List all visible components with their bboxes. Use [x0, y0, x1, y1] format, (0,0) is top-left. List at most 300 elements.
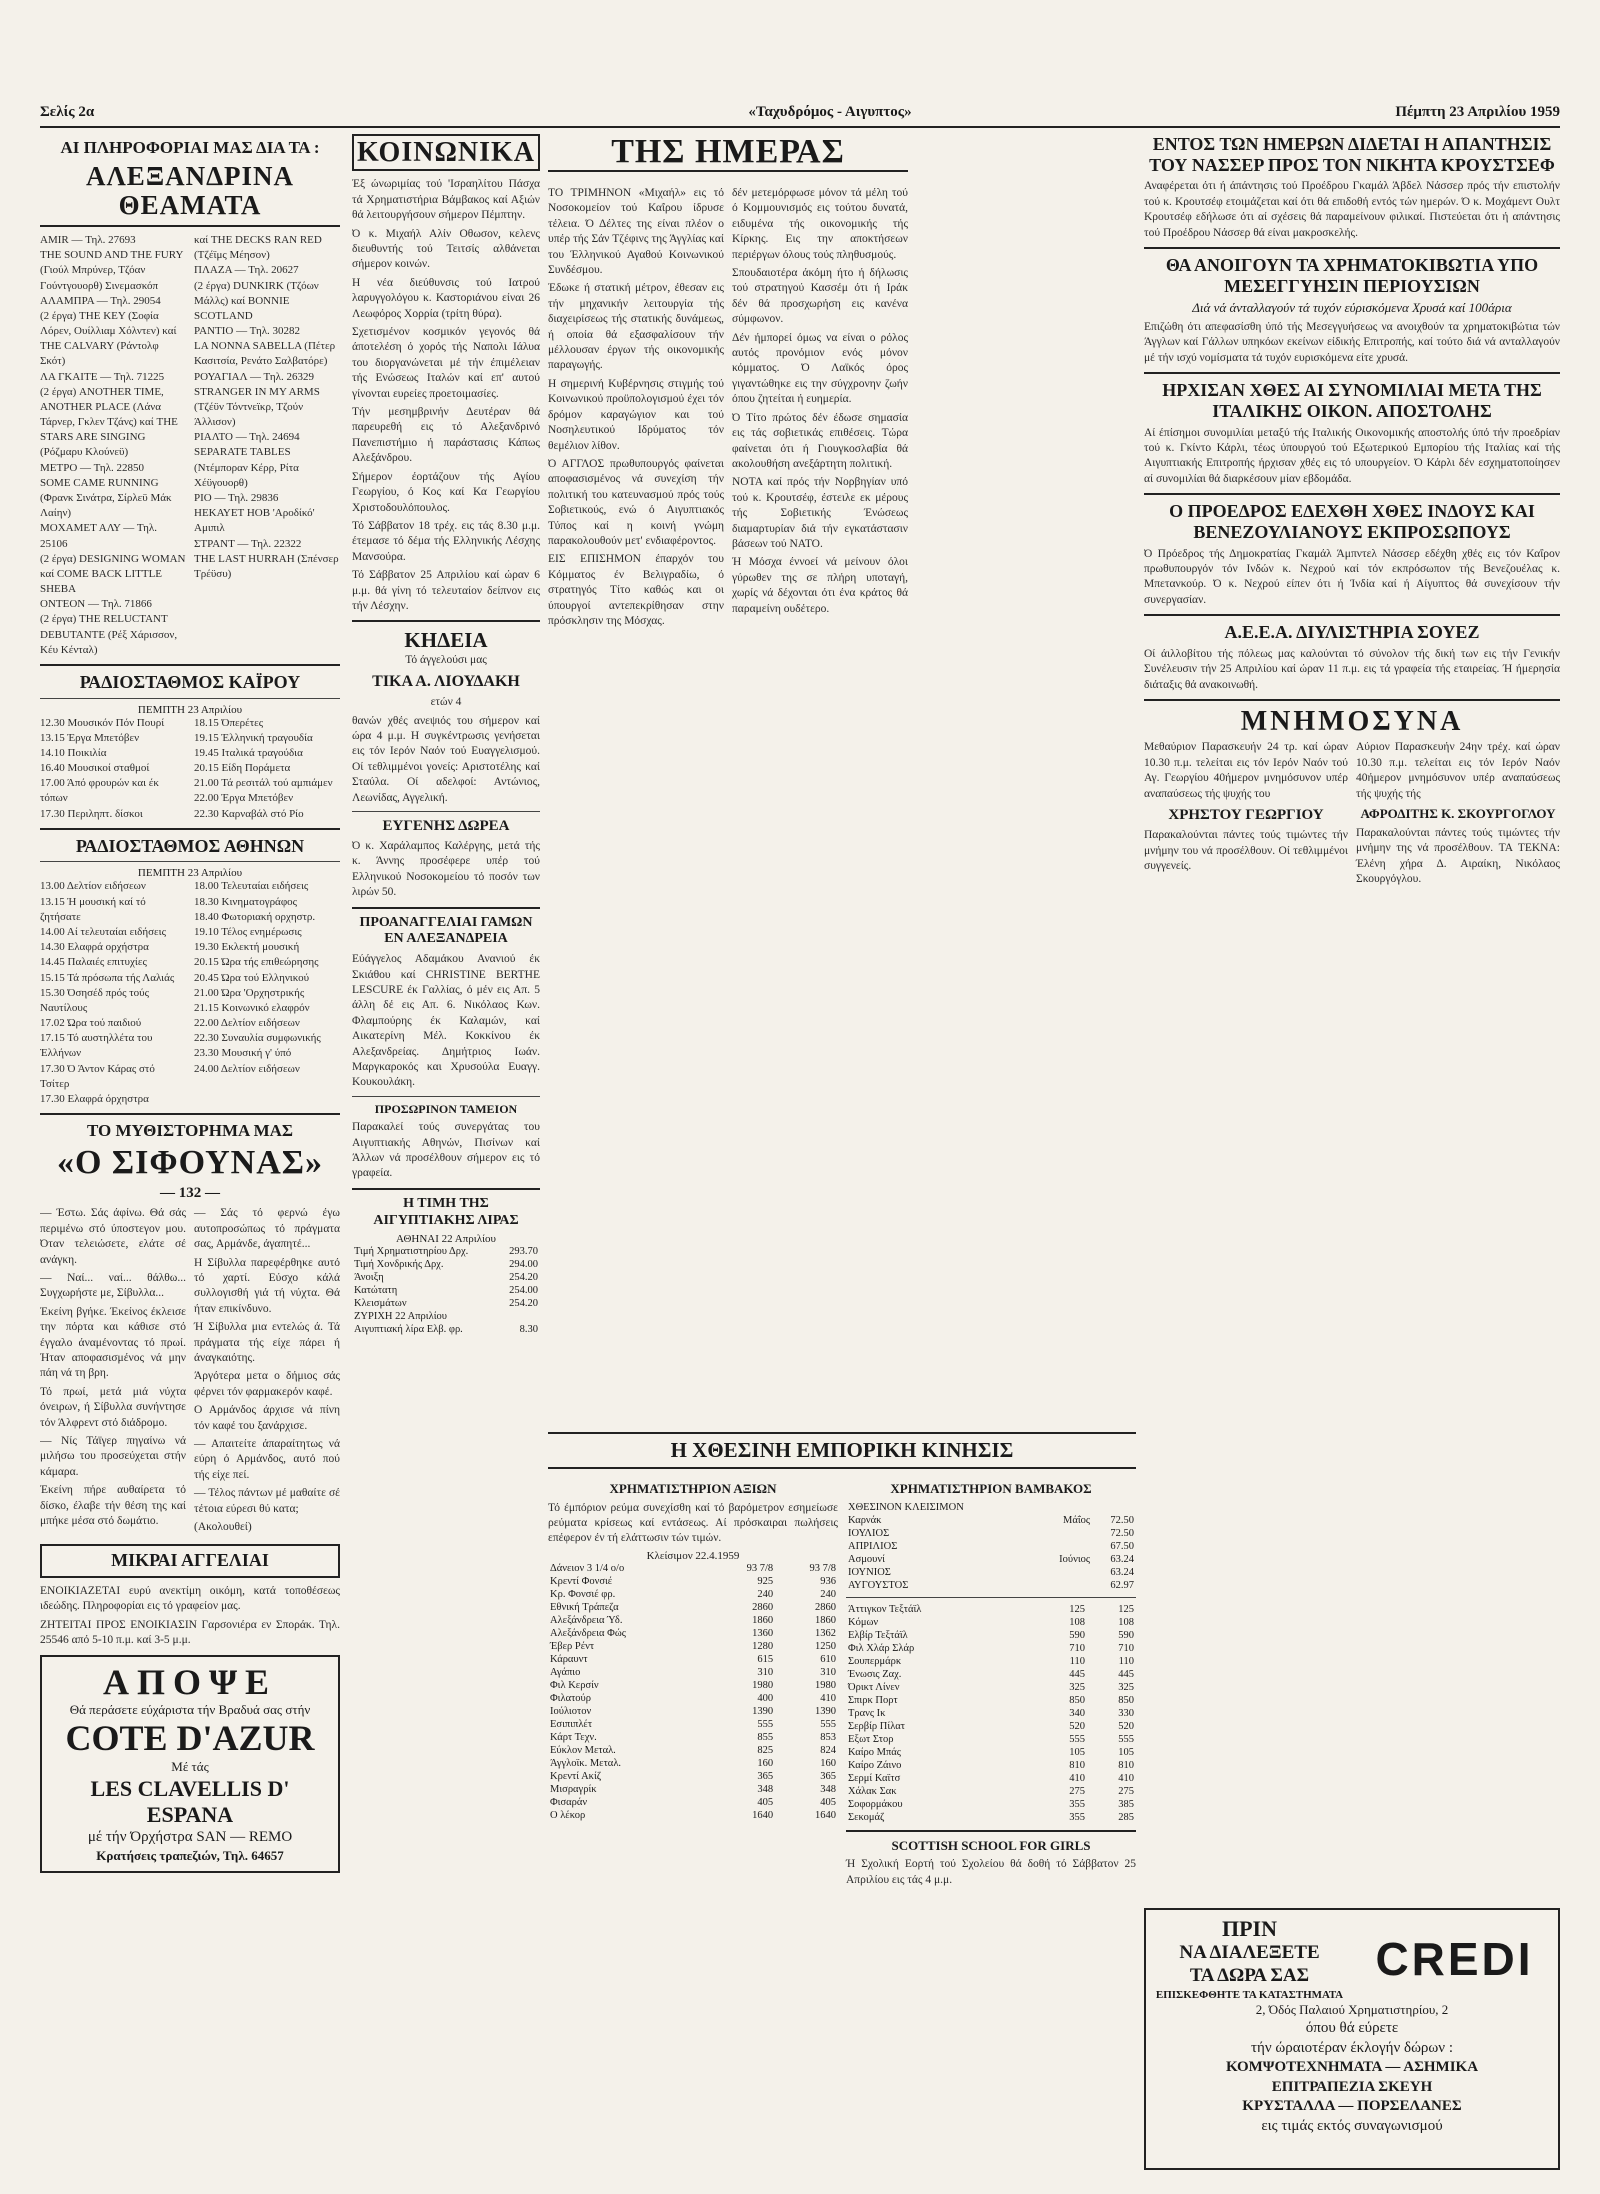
table-cell: Μάΐος — [1062, 1514, 1091, 1526]
column-today-left — [548, 186, 724, 1416]
table-cell: 355 — [1069, 1811, 1085, 1823]
credi-line2: ΝΑ ΔΙΑΛΕΞΕΤΕ — [1179, 1942, 1320, 1964]
radio-program-item: 22.30 Καρναβάλ στό Ρίο — [194, 807, 304, 820]
novel-paragraph: Η Σίβυλλα παρεφέρθηκε αυτό τό χαρτί. Εύσχο κάλά συλλογισθή γιά τή νύχτα. Θά ήταν επικίνδυνο. — [194, 1256, 340, 1315]
table-cell: 294.00 — [509, 1259, 538, 1271]
table-cell: Εσιπιπλέτ — [550, 1718, 593, 1730]
novel-body — [40, 1206, 340, 1538]
cinema-list-a — [40, 233, 186, 658]
table-row — [352, 1297, 540, 1310]
table-row — [846, 1668, 1136, 1681]
table-cell: 240 — [757, 1588, 774, 1600]
table-cell: 105 — [1118, 1746, 1134, 1758]
table-cell: 410 — [820, 1692, 836, 1704]
table-cell — [1092, 1501, 1136, 1514]
table-row — [846, 1514, 1136, 1527]
novel-paragraph: Έκείνη πήρε αυθαίρετα τό δίσκο, έλαβε τήν θέση της καί μπήκε μέσα στό δωμάτιο. — [40, 1484, 186, 1527]
cinema-listing: ΡΙΑΛΤΟ — Τηλ. 24694 — [194, 431, 300, 444]
table-cell: 2860 — [752, 1601, 774, 1613]
section-kicker: ΑΙ ΠΛΗΡΟΦΟΡΙΑΙ ΜΑΣ ΔΙΑ ΤΑ : — [60, 138, 320, 157]
novel-section-title: ΤΟ ΜΥΘΙΣΤΟΡΗΜΑ ΜΑΣ — [86, 1121, 294, 1141]
table-cell: Ο λέκορ — [550, 1809, 586, 1821]
table-cell: ΙΟΥΝΙΟΣ — [848, 1566, 891, 1578]
radio-program-item: 22.00 Δελτίον ειδήσεων — [194, 1017, 300, 1030]
cotton-table — [846, 1501, 1136, 1592]
ad-with: Μέ τάς — [171, 1758, 209, 1774]
novel-paragraph: Τό πρωί, μετά μιά νύχτα όνειρων, ή Σίβυλλα συνήντησε τόν Άλφρεντ στό διάδρομο. — [40, 1385, 186, 1429]
small-ad: ΖΗΤΕΙΤΑΙ ΠΡΟΣ ΕΝΟΙΚΙΑΣΙΝ Γαρσονιέρα εν Σποράκ. Τηλ. 25546 από 5-10 π.μ. καί 3-5 μ.μ. — [40, 1618, 340, 1647]
radio-cairo-day: ΠΕΜΠΤΗ 23 Απριλίου — [137, 703, 243, 716]
table-cell: 310 — [820, 1666, 836, 1678]
radio-program-item: 18.15 Όπερέτες — [194, 716, 264, 729]
table-cell: 293.70 — [509, 1246, 538, 1258]
table-row — [846, 1785, 1136, 1798]
section-title-cinemas: ΑΛΕΞΑΝΔΡΙΝΑ ΘΕΑΜΑΤΑ — [85, 161, 295, 220]
credi-line3: ΤΑ ΔΩΡΑ ΣΑΣ — [1189, 1965, 1310, 1987]
table-row — [548, 1809, 838, 1822]
ad-act: LES CLAVELLIS D' ESPANA — [90, 1775, 290, 1827]
table-cell: 160 — [820, 1757, 836, 1769]
today-paragraph: Σπουδαιοτέρα άκόμη ήτο ή δήλωσις τού στρατηγού Κασσέμ ότι ή Ιράκ δέν θά προσχωρήση εις κανένα σύμφωνον. — [732, 267, 908, 326]
cinema-listing: (2 έργα) DUNKIRK (Τζόων Μάλλς) καί BONNIE SCOTLAND — [194, 279, 319, 322]
small-ads-box — [40, 1544, 340, 1578]
credi-items2: ΕΠΙΤΡΑΠΕΖΙΑ ΣΚΕΥΗ — [1271, 2078, 1433, 2095]
table-row — [548, 1718, 838, 1731]
radio-program-item: 17.00 Άπό φρουρών και έκ τόπων — [40, 777, 159, 805]
cinema-listing: (2 έργα) ANOTHER TIME, ANOTHER PLACE (Λάνα Τάρνερ, Γκλεν Τζάνς) καί THE STARS ARE SINGING (Ρόζμαρυ Κλούνεϋ) — [40, 385, 178, 459]
radio-program-item: 18.40 Φωτοριακή ορχηστρ. — [194, 910, 316, 923]
table-cell: 1280 — [752, 1640, 774, 1652]
market-title: Η ΧΘΕΣΙΝΗ ΕΜΠΟΡΙΚΗ ΚΙΝΗΣΙΣ — [548, 1432, 1136, 1469]
news-title-safes: ΘΑ ΑΝΟΙΓΟΥΝ ΤΑ ΧΡΗΜΑΤΟΚΙΒΩΤΙΑ ΥΠΟ ΜΕΣΕΓΓΥΗΣΙΝ ΠΕΡΙΟΥΣΙΩΝ — [1165, 255, 1539, 296]
radio-program-item: 22.30 Συναυλία συμφωνικής — [194, 1032, 321, 1045]
table-cell: 1980 — [815, 1679, 836, 1691]
fund-title: ΠΡΟΣΩΡΙΝΟΝ ΤΑΜΕΙΟΝ — [374, 1101, 518, 1116]
market-section — [548, 1424, 1136, 2174]
table-cell: Τρανς Ικ — [848, 1707, 886, 1719]
table-cell: 590 — [1069, 1629, 1085, 1641]
cinema-listing: ΜΟΧΑΜΕΤ ΑΛΥ — Τηλ. 25106 — [40, 522, 158, 550]
table-cell: Φιλατούρ — [550, 1692, 592, 1704]
novel-paragraph: — Νίς Τάϊγερ πηγαίνω νά μιλήσω του προσεύχεται στήν κάμαρα. — [40, 1434, 186, 1478]
table-cell — [1037, 1501, 1093, 1514]
donation-title: ΕΥΓΕΝΗΣ ΔΩΡΕΑ — [382, 817, 510, 834]
table-cell: 325 — [1118, 1681, 1134, 1693]
table-cell: 520 — [1069, 1720, 1085, 1732]
social-item: Σχετισμένον κοσμικόν γεγονός θά άποτελέση ό χορός τής Ναπολι Ιάλυα του διοργανώνεται μέ τήν έπιμέλειαν τής Ενώσεως Ιταλών καί επ' αυτού γίνονται ευρείες προετοιμασίες. — [352, 326, 540, 400]
memorial-2-text: Αύριον Παρασκευήν 24ην τρέχ. καί ώραν 10.30 π.μ. τελείται εις τόν Ιερόν Ναόν 40ήμερον μνημόσυνον υπέρ αναπαύσεως τής ψυχής τής — [1356, 741, 1560, 800]
table-cell: 610 — [820, 1653, 836, 1665]
table-row — [352, 1310, 540, 1323]
table-cell: 355 — [1069, 1798, 1085, 1810]
stocks-date: Κλείσιμον 22.4.1959 — [646, 1549, 740, 1562]
news-text-refinery: Οί άιλλοβίτου τής πόλεως μας καλούνται τό σύνολον τής δική των εις τήν Γενικήν Συνέλευσιν τήν 25 Απριλίου καί ώραν 11 π.μ. εις τά γραφεία τής εταιρείας. Ή ήμερησία διάταξις θά ανακοινωθή. — [1144, 647, 1560, 691]
small-ads-title: ΜΙΚΡΑΙ ΑΓΓΕΛΙΑΙ — [111, 1550, 269, 1571]
table-row — [846, 1681, 1136, 1694]
memorial-2-name: ΑΦΡΟΔΙΤΗΣ Κ. ΣΚΟΥΡΓΟΓΛΟΥ — [1360, 806, 1556, 822]
today-paragraph: Ό ΑΓΓΛΟΣ πρωθυπουργός φαίνεται αποφασισμένος νά συνεχίση τήν πολιτική του κατευνασμού πρός τούς Σοβιετικούς, ενώ ό Αιγυπτιακός Τύπος καί η κοινή γνώμη παρακολουθούν μετ' ενδιαφέροντος. — [548, 457, 724, 547]
ad-tonight: ΑΠΟΨΕ — [102, 1661, 278, 1702]
table-cell: 1980 — [752, 1679, 774, 1691]
radio-cairo-title: ΡΑΔΙΟΣΤΑΘΜΟΣ ΚΑΪΡΟΥ — [79, 671, 301, 692]
table-cell: Ιούλιοτον — [550, 1705, 592, 1717]
today-title: ΤΗΣ ΗΜΕΡΑΣ — [548, 134, 908, 172]
radio-program-item: 19.30 Εκλεκτή μουσική — [194, 941, 300, 954]
table-cell: Καίρο Ζάινο — [848, 1759, 902, 1771]
table-row — [548, 1705, 838, 1718]
table-cell: 254.20 — [509, 1272, 538, 1284]
small-ads-list — [40, 1584, 340, 1649]
table-cell: Ένωσις Ζαχ. — [848, 1668, 902, 1680]
table-cell: 710 — [1069, 1642, 1085, 1654]
table-cell: Καρνάκ — [848, 1514, 882, 1526]
table-cell: 445 — [1118, 1668, 1134, 1680]
radio-athens-list-a — [40, 879, 186, 1107]
table-cell: 340 — [1069, 1707, 1085, 1719]
novel-paragraph: (Ακολουθεί) — [194, 1521, 252, 1533]
table-cell: Κλεισμάτων — [354, 1298, 407, 1310]
table-cell: ΑΠΡΙΛΙΟΣ — [848, 1540, 898, 1552]
table-cell: 1390 — [752, 1705, 774, 1717]
novel-paragraph: — Ναί... ναί... θάλθω... Συγχωρήστε με, Σίβυλλα... — [40, 1271, 186, 1300]
table-cell: 410 — [1118, 1772, 1134, 1784]
table-cell: 240 — [820, 1588, 836, 1600]
table-cell: 348 — [757, 1783, 774, 1795]
issue-date: Πέμπτη 23 Απριλίου 1959 — [1395, 104, 1560, 120]
novel-paragraph: — Σάς τό φερνώ έγω αυτοπροσώπως τό πράγματα σας, Αρμάνδε, άγαπητέ... — [194, 1207, 340, 1251]
cinema-listings — [40, 233, 340, 658]
table-cell: Εθνική Τράπεζα — [550, 1601, 619, 1613]
credi-items3: ΚΡΥΣΤΑΛΛΑ — ΠΟΡΣΕΛΑΝΕΣ — [1242, 2098, 1462, 2115]
table-row — [548, 1562, 838, 1575]
radio-program-item: 17.30 Ελαφρά όρχηστρα — [40, 1092, 149, 1105]
table-row — [846, 1655, 1136, 1668]
table-cell: 405 — [820, 1796, 836, 1808]
stocks2-table — [846, 1603, 1136, 1824]
table-cell: 8.30 — [519, 1324, 538, 1336]
table-cell: Μισραγρίκ — [550, 1783, 597, 1795]
table-cell: 62.97 — [1110, 1579, 1134, 1591]
table-cell: Τιμή Χονδρικής Δρχ. — [354, 1259, 444, 1271]
table-cell: 275 — [1069, 1785, 1085, 1797]
radio-program-item: 12.30 Μουσικόν Πόν Πουρί — [40, 716, 165, 729]
funeral-intro: Τό άγγελούσι μας — [405, 653, 487, 666]
table-cell: 400 — [757, 1692, 774, 1704]
table-cell: Άττιγκον Τεξτάϊλ — [848, 1603, 922, 1615]
radio-athens-program — [40, 879, 340, 1107]
table-cell: 325 — [1069, 1681, 1085, 1693]
table-cell: 615 — [757, 1653, 774, 1665]
table-cell: 850 — [1069, 1694, 1085, 1706]
table-cell: Φιλ Κερσίν — [550, 1679, 599, 1691]
column-entertainment — [40, 134, 340, 2174]
table-row — [352, 1323, 540, 1336]
social-item: Τό Σάββατον 25 Απριλίου καί ώραν 6 μ.μ. θά γίνη τό τελευταίον δείπνον εις τήν Λέσχην. — [352, 569, 540, 612]
table-row — [548, 1653, 838, 1666]
novel-paragraph: — Τέλος πάντων μέ μαθαίτε σέ τέτοια εύρεσι θύ κατα; — [194, 1487, 340, 1515]
table-cell: Ιούνιος — [1059, 1553, 1091, 1565]
table-cell: 590 — [1118, 1629, 1134, 1641]
table-row — [548, 1627, 838, 1640]
masthead — [40, 104, 1560, 128]
table-row — [548, 1588, 838, 1601]
table-cell: 108 — [1069, 1616, 1085, 1628]
credi-line1: ΠΡΙΝ — [1222, 1916, 1277, 1941]
social-items — [352, 177, 540, 614]
radio-program-item: 17.30 Περιληπτ. δίσκοι — [40, 807, 143, 820]
table-cell: 825 — [757, 1744, 774, 1756]
table-cell: 1640 — [752, 1809, 774, 1821]
table-row — [548, 1757, 838, 1770]
table-cell: ΙΟΥΛΙΟΣ — [848, 1527, 890, 1539]
cinema-listing: ΛΑ ΓΚΑΙΤΕ — Τηλ. 71225 — [40, 370, 165, 383]
today-right-text — [732, 186, 908, 617]
cinema-listing: THE SOUND AND THE FURY (Γιούλ Μπρύνερ, Τζόαν Γούντγουορθ) Σινεμασκόπ — [40, 249, 184, 292]
table-cell: ΧΘΕΣΙΝΟΝ ΚΛΕΙΣΙΜΟΝ — [848, 1501, 964, 1513]
table-cell: Κρεντί Ακίζ — [550, 1770, 602, 1782]
table-cell: 810 — [1069, 1759, 1085, 1771]
news-sub-safes: Διά νά άνταλλαγούν τά τυχόν εύρισκόμενα Χρυσά καί 100άρια — [1192, 300, 1512, 316]
table-cell: 385 — [1118, 1798, 1134, 1810]
radio-program-item: 13.15 Ή μουσική καί τό ζητήσατε — [40, 895, 146, 923]
table-cell: Κρ. Φονσιέ φρ. — [550, 1588, 616, 1600]
credi-brand: CREDI — [1375, 1932, 1534, 1985]
table-cell: 555 — [820, 1718, 836, 1730]
table-cell: 110 — [1118, 1655, 1134, 1667]
radio-program-item: 14.45 Παλαιές επιτυχίες — [40, 956, 147, 969]
table-row — [846, 1566, 1136, 1579]
cinema-listing: ΑΛΑΜΠΡΑ — Τηλ. 29054 — [40, 294, 161, 307]
cinema-list-b — [194, 233, 340, 582]
radio-cairo-list-a — [40, 716, 186, 822]
table-cell: 160 — [757, 1757, 774, 1769]
table-row — [846, 1798, 1136, 1811]
funeral-title: ΚΗΔΕΙΑ — [404, 628, 488, 653]
radio-program-item: 20.15 Είδη Ποράμετα — [194, 762, 291, 775]
school-text: Ή Σχολική Εορτή τού Σχολείου θά δοθή τό Σάββατον 25 Απριλίου εις τάς 4 μ.μ. — [846, 1858, 1136, 1886]
table-cell: 72.50 — [1110, 1514, 1134, 1526]
table-row — [548, 1770, 838, 1783]
table-cell: Κόμων — [848, 1616, 879, 1628]
table-cell: 110 — [1069, 1655, 1085, 1667]
cinema-listing: AMIR — Τηλ. 27693 — [40, 234, 136, 247]
table-cell: 810 — [1118, 1759, 1134, 1771]
table-cell: Σπιρκ Πορτ — [848, 1694, 898, 1706]
table-cell: 72.50 — [1110, 1527, 1134, 1539]
cinema-listing: ΡΙΟ — Τηλ. 29836 — [194, 492, 279, 504]
today-paragraph: Έδωκε ή στατική μέτρον, έθεσαν εις τήν μηχανικήν λειτουργία τής διαχειρίσεως τής στατικής δυνάμεως, ή οποία θά εξασφαλίσουν τήν μέλλουσαν έργων τής οικονομικής παραγωγής. — [548, 282, 724, 372]
radio-cairo-list-b — [194, 716, 340, 822]
cinema-listing: (2 έργα) DESIGNING WOMAN καί COME BACK LITTLE SHEBA — [40, 552, 186, 596]
ad-phone: Κρατήσεις τραπεζιών, Τηλ. 64657 — [96, 1847, 284, 1863]
table-row — [548, 1731, 838, 1744]
table-row — [846, 1540, 1136, 1553]
table-row — [846, 1642, 1136, 1655]
cotton-title: ΧΡΗΜΑΤΙΣΤΗΡΙΟΝ ΒΑΜΒΑΚΟΣ — [890, 1481, 1092, 1496]
radio-program-item: 21.00 Τά ρεσιτάλ τού αμπιάμεν — [194, 777, 333, 790]
table-row — [846, 1527, 1136, 1540]
table-row — [846, 1579, 1136, 1592]
table-cell: 1250 — [815, 1640, 836, 1652]
table-cell: Σερβίρ Πίλατ — [848, 1720, 906, 1732]
news-text-president: Ό Πρόεδρος τής Δημοκρατίας Γκαμάλ Άμπντελ Νάσσερ εδέχθη χθές εις τόν Καΐρον πρωθυπουργόν τόν Ινδών κ. Νεχρού καί τόν εκπρόσωπον τής Βενεζουέλας κ. Μπετανκούρ. Ό κ. Νεχρού είπεν ότι ή Ίνδία καί ή Αίγυπτος θά συνεχίσουν τήν συνεργασίαν. — [1144, 547, 1560, 606]
table-cell: 285 — [1118, 1811, 1134, 1823]
fund-text: Παρακαλεί τούς συνεργάτας του Αιγυπτιακής Αθηνών, Πισίνων καί Άλλων νά προσέλθουν σήμερον εις τό γραφεία. — [352, 1121, 540, 1180]
cinema-listing: ΠΛΑΖΑ — Τηλ. 20627 — [194, 264, 299, 277]
social-item: Τό Σάββατον 18 τρέχ. εις τάς 8.30 μ.μ. έτεμασε τό δέμα τής Ελληνικής Λέσχης Μανσούρα. — [352, 519, 540, 563]
table-row — [846, 1772, 1136, 1785]
credi-where: όπου θά εύρετε — [1305, 2020, 1399, 2037]
today-paragraph: Δέν ήμπορεί όμως να είναι ο ρόλος αυτός προνόμιον ενός μόνον κόμματος. Ό Λαϊκός όρος γιγαντώθηκε εις την σύγχρονην ζωήν όπου ζητείται ή ευημερία. — [732, 331, 908, 406]
table-cell: 410 — [1069, 1772, 1085, 1784]
cinema-listing: ΗΕΚΑΥΕΤ ΗΟΒ 'Αροδίκό' Αμιπιλ — [194, 507, 315, 535]
cinema-listing: (2 έργα) THE RELUCTANT DEBUTANTE (Ρέξ Χάρισσον, Κέυ Κένταλ) — [40, 613, 178, 656]
weddings-text: Εύάγγελος Αδαμάκου Ανανιού έκ Σκιάθου καί CHRISTINE BERTHE LESCURE έκ Γαλλίας, ό μέν εις Απ. 5 άλλη δέ εις Απ. 6. Νικόλαος Κων. Φλαμπούρης έκ Καλαμών, καί Αικατερίνη Μέλ. Κοκκίνου έκ Αλεξανδρείας. Δημήτριος Ιωάν. Μαργκαροκός και Χρυσούλα Ευαγγ. Κουκουλάκη. — [352, 953, 540, 1089]
table-row — [846, 1629, 1136, 1642]
radio-program-item: 17.15 Τό αυστηλλέτα του Έλλήνων — [40, 1032, 153, 1060]
stocks-intro: Τό έμπόριον ρεύμα συνεχίσθη καί τό βαρόμετρον εσημείωσε ρεύματα κρίσεως καί εντάσεως. Αί πρόσκαιραι πωλήσεις επέφερον έν τή ελάττωσιν τών τιμών. — [548, 1501, 838, 1545]
news-title-italy: ΗΡΧΙΣΑΝ ΧΘΕΣ ΑΙ ΣΥΝΟΜΙΛΙΑΙ ΜΕΤΑ ΤΗΣ ΙΤΑΛΙΚΗΣ ΟΙΚΟΝ. ΑΠΟΣΤΟΛΗΣ — [1162, 380, 1542, 421]
table-row — [548, 1692, 838, 1705]
table-cell: 125 — [1118, 1603, 1134, 1615]
table-cell: 445 — [1069, 1668, 1085, 1680]
radio-program-item: 15.15 Τά πρόσωπα τής Λαλιάς — [40, 971, 175, 984]
table-cell: Άνοιξη — [354, 1272, 384, 1284]
novel-paragraph: — Απαιτείτε άπαραίτητως νά εύρη ό Αρμάνδος, αυτό πού τής είχε πεί. — [194, 1437, 340, 1481]
novel-text-a — [40, 1206, 186, 1538]
table-cell: 824 — [820, 1744, 836, 1756]
table-cell: 1860 — [752, 1614, 774, 1626]
table-cell: 1360 — [752, 1627, 774, 1639]
table-row — [548, 1744, 838, 1757]
table-cell — [499, 1310, 540, 1323]
news-text-nasser: Αναφέρεται ότι ή άπάντησις τού Προέδρου Γκαμάλ Άβδελ Νάσσερ πρός τήν επιστολήν τού κ. Κρουτσέφ ετοιμάζεται καί ότι θά επιδοθή εντός τών ημερών. Ό κ. Μοχάμεντ Ουλτ Κρουτσέφ εδήλωσε ότι αί σχέσεις θά παραμείνουν φιλικαί. Πιστεύεται ότι ή απάντησις τού Προέδρου Νάσσερ θά είναι μακροσκελής. — [1144, 180, 1560, 239]
radio-program-item: 20.45 Ώρα τού Ελληνικού — [194, 971, 310, 984]
table-cell: Αγάπιο — [550, 1666, 581, 1678]
today-paragraph: ΕΙΣ ΕΠΙΣΗΜΟΝ έπαρχόν του Κόμματος έν Βελιγραδίω, ό στρατηγός Τίτο καθώς και οι ύπουργοί αντεπεκρίθησαν στην πρόσκλησιν της Μόσχας. — [548, 553, 724, 627]
credi-choice: τήν ώραιοτέραν έκλογήν δώρων : — [1251, 2039, 1453, 2056]
table-cell: Χάλακ Σακ — [848, 1785, 897, 1797]
credi-ad — [1144, 1908, 1560, 2170]
radio-program-item: 17.30 Ό Άντον Κάρας στό Τσίτερ — [40, 1062, 155, 1090]
lira-title: Η ΤΙΜΗ ΤΗΣ ΑΙΓΥΠΤΙΑΚΗΣ ΛΙΡΑΣ — [373, 1195, 519, 1228]
table-cell: Σεκομάζ — [848, 1811, 885, 1823]
novel-paragraph: Ή Σίβυλλα μια εντελώς ά. Τά πράγματα τής είχε πάρει ή άναγκαιότης. — [194, 1321, 340, 1364]
cinema-listing: SEPARATE TABLES (Ντέμποραν Κέρρ, Ρίτα Χέϋγουορθ) — [194, 446, 299, 489]
table-cell: 310 — [757, 1666, 774, 1678]
table-cell: Κάρτ Τεχν. — [550, 1731, 597, 1743]
table-cell: Αλεξάνδρεια Ύδ. — [550, 1614, 623, 1626]
table-row — [548, 1614, 838, 1627]
social-title: ΚΟΙΝΩΝΙΚΑ — [352, 134, 540, 171]
table-cell: Ελβίρ Τεξτάϊλ — [848, 1629, 908, 1641]
novel-paragraph: — Έστω. Σάς άφίνω. Θά σάς περιμένω στό ύποστεγον μου. Όταν τελειώσετε, ελάτε σέ ανάγκη. — [40, 1207, 186, 1266]
radio-program-item: 24.00 Δελτίον ειδήσεων — [194, 1062, 300, 1075]
table-cell: Σοφορμάκου — [848, 1798, 903, 1810]
social-item: Έξ ώνωριμίας τού 'Ισραηλίτου Πάσχα τά Χρηματιστήρια Βάμβακος καί Αξιών θά λειτουργήσουν σήμερον Πέμπτην. — [352, 178, 540, 222]
table-cell: 1860 — [815, 1614, 836, 1626]
radio-program-item: 14.10 Ποικιλία — [40, 746, 107, 759]
ad-line: Θά περάσετε εύχάριστα τήν Βραδυά σας στήν — [69, 1702, 311, 1718]
small-ad: ΕΝΟΙΚΙΑΖΕΤΑΙ ευρύ ανεκτίμη οικόμη, κατά τοποθέσεως ιδεώδης. Πληροφορίαι εις τό γραφείον μας. — [40, 1585, 340, 1613]
table-cell: Εξωτ Στορ — [848, 1733, 894, 1745]
radio-program-item: 23.30 Μουσική γ' ύπό — [194, 1047, 292, 1060]
table-row — [846, 1811, 1136, 1824]
table-row — [548, 1666, 838, 1679]
table-cell: Ασμουνί — [848, 1553, 885, 1565]
table-cell — [1037, 1579, 1093, 1592]
table-cell: 275 — [1118, 1785, 1134, 1797]
news-text-italy: Αί έπίσημοι συνομιλίαι μεταξύ τής Ιταλικής Οικονομικής αποστολής ύπό τήν προεδρίαν τού κ. Γκίντο Κάρλι, τέως ύπουργού τού Εξωτερικού Εμπορίου τής Ιταλίας καί τής Αιγυπτιακής Επιτροπής ήρχισαν χθές εις τό υπουργείον. Ό Κάρλι δέν εσχηματοποίησεν αί συνομιλίαι θά διαρκέσουν μίαν εβδομάδα. — [1144, 426, 1560, 485]
table-cell: 2860 — [815, 1601, 836, 1613]
table-cell: Σερμί Καϊτσ — [848, 1772, 901, 1784]
table-cell: 555 — [1069, 1733, 1085, 1745]
radio-cairo-program — [40, 716, 340, 822]
table-cell: Έβερ Ρέντ — [550, 1640, 595, 1652]
news-title-refinery: Α.Ε.Ε.Α. ΔΙΥΛΙΣΤΗΡΙΑ ΣΟΥΕΖ — [1224, 622, 1480, 643]
table-cell: Κατώτατη — [354, 1285, 398, 1297]
social-item: Σήμερον έορτάζουν τής Αγίου Γεωργίου, ό Κος καί Κα Γεωργίου Χριστοδουλόπουλος. — [352, 470, 540, 514]
news-title-president: Ο ΠΡΟΕΔΡΟΣ ΕΔΕΧΘΗ ΧΘΕΣ ΙΝΔΟΥΣ ΚΑΙ ΒΕΝΕΖΟΥΛΙΑΝΟΥΣ ΕΚΠΡΟΣΩΠΟΥΣ — [1169, 501, 1535, 542]
radio-program-item: 19.15 Έλληνική τραγουδία — [194, 731, 313, 744]
table-cell: Καίρο Μπάς — [848, 1746, 901, 1758]
cinema-listing: LA NONNA SABELLA (Πέτερ Κασιτσία, Ρενάτο Σαλβατόρε) — [194, 340, 336, 368]
radio-athens-list-b — [194, 879, 340, 1076]
memorial-1-end: Παρακαλούνται πάντες τούς τιμώντες τήν μνήμην του νά προσέλθουν. Οί τεθλιμμένοι συγγενείς. — [1144, 829, 1348, 872]
radio-program-item: 22.00 Έργα Μπετόβεν — [194, 792, 294, 805]
table-cell: 365 — [820, 1770, 836, 1782]
table-row — [548, 1601, 838, 1614]
table-row — [846, 1603, 1136, 1616]
novel-paragraph: Έκείνη βγήκε. Έκείνος έκλεισε την πόρτα και κάθισε στό έγγαλο άναμένοντας τό πρωί. Ήταν αποφασισμένος νά μην πάη νά τη βρη. — [40, 1305, 186, 1380]
memorials — [1144, 740, 1560, 890]
column-social — [352, 134, 540, 2174]
table-row — [548, 1796, 838, 1809]
table-cell: Αλεξάνδρεια Φώς — [550, 1627, 626, 1639]
radio-program-item: 18.00 Τελευταίαι ειδήσεις — [194, 880, 309, 893]
table-cell — [1037, 1527, 1093, 1540]
cinema-listing: ΣΤΡΑΝΤ — Τηλ. 22322 — [194, 537, 302, 550]
radio-program-item: 14.30 Ελαφρά ορχήστρα — [40, 941, 149, 954]
newspaper-name: «Ταχυδρόμος - Αιγυπτος» — [748, 104, 912, 120]
table-cell: 855 — [757, 1731, 774, 1743]
table-cell: 63.24 — [1110, 1566, 1134, 1578]
donation-text: Ό κ. Χαράλαμπος Καλέργης, μετά τής κ. Άννης προσέφερε υπέρ τού Ελληνικού Νοσοκομείου τό ποσόν των λιρών 50. — [352, 839, 540, 899]
today-paragraph: ΝΟΤΑ καί πρός τήν Νορβηγίαν υπό τού κ. Κρουτσέφ, έστειλε εκ μέρους τής Σοβιετικής Ένώσεως διαμαρτυρίαν διά τήν εγκατάστασιν βάσεων τού NATO. — [732, 476, 908, 550]
table-cell: 850 — [1118, 1694, 1134, 1706]
table-cell: 925 — [757, 1575, 774, 1587]
table-row — [352, 1284, 540, 1297]
table-cell: 853 — [820, 1731, 836, 1743]
social-item: Τήν μεσημβρινήν Δευτέραν θά παρευρεθή εις τό Αλεξανδρινό Πανεπιστήμιο ή παράστασις Κάπως Αλεξάνδρου. — [352, 406, 540, 465]
school-title: SCOTTISH SCHOOL FOR GIRLS — [891, 1837, 1091, 1853]
table-cell: 1640 — [815, 1809, 836, 1821]
table-cell: 63.24 — [1110, 1553, 1134, 1565]
radio-program-item: 21.15 Κοινωνικό ελαφρόν — [194, 1001, 310, 1014]
radio-program-item: 16.40 Μουσικοί σταθμοί — [40, 762, 150, 775]
radio-program-item: 18.30 Κινηματογράφος — [194, 895, 298, 908]
cinema-listing: ΡΟΥΑΓΙΑΛ — Τηλ. 26329 — [194, 370, 314, 383]
today-paragraph: Ή Μόσχα έννοεί νά μείνουν όλοι γύρωθεν της σε πλήρη υποταγή, χωρίς νά δέχονται ότι ένα κράτος θά παραμείνη ουδέτερο. — [732, 556, 908, 615]
novel-part: — 132 — — [160, 1185, 220, 1202]
funeral-text: θανών χθές ανεψιός του σήμερον καί ώρα 4 μ.μ. Η συγκέντρωσις γενήσεται εις τόν Ιερόν Ναόν τού Ευαγγελισμού. Οί τεθλιμμένοι γονείς: Αριστοτέλης καί Σταύλα. Οί αδελφοί: Αντώνιος, Λεωνίδας, Αγγελική. — [352, 714, 540, 804]
novel-title: «Ο ΣΙΦΟΥΝΑΣ» — [56, 1143, 324, 1181]
table-row — [352, 1245, 540, 1258]
table-cell: 710 — [1118, 1642, 1134, 1654]
lira-date: ΑΘΗΝΑΙ 22 Απριλίου — [395, 1233, 496, 1246]
cinema-listing: (2 έργα) THE KEY (Σοφία Λόρεν, Ουίλλιαμ Χόλντεν) καί THE CALVARY (Ράντολφ Σκότ) — [40, 309, 177, 368]
cinema-listing: STRANGER IN MY ARMS (Τζέϋν Τόντνεϊκρ, Τζούν Άλλισον) — [194, 385, 320, 429]
